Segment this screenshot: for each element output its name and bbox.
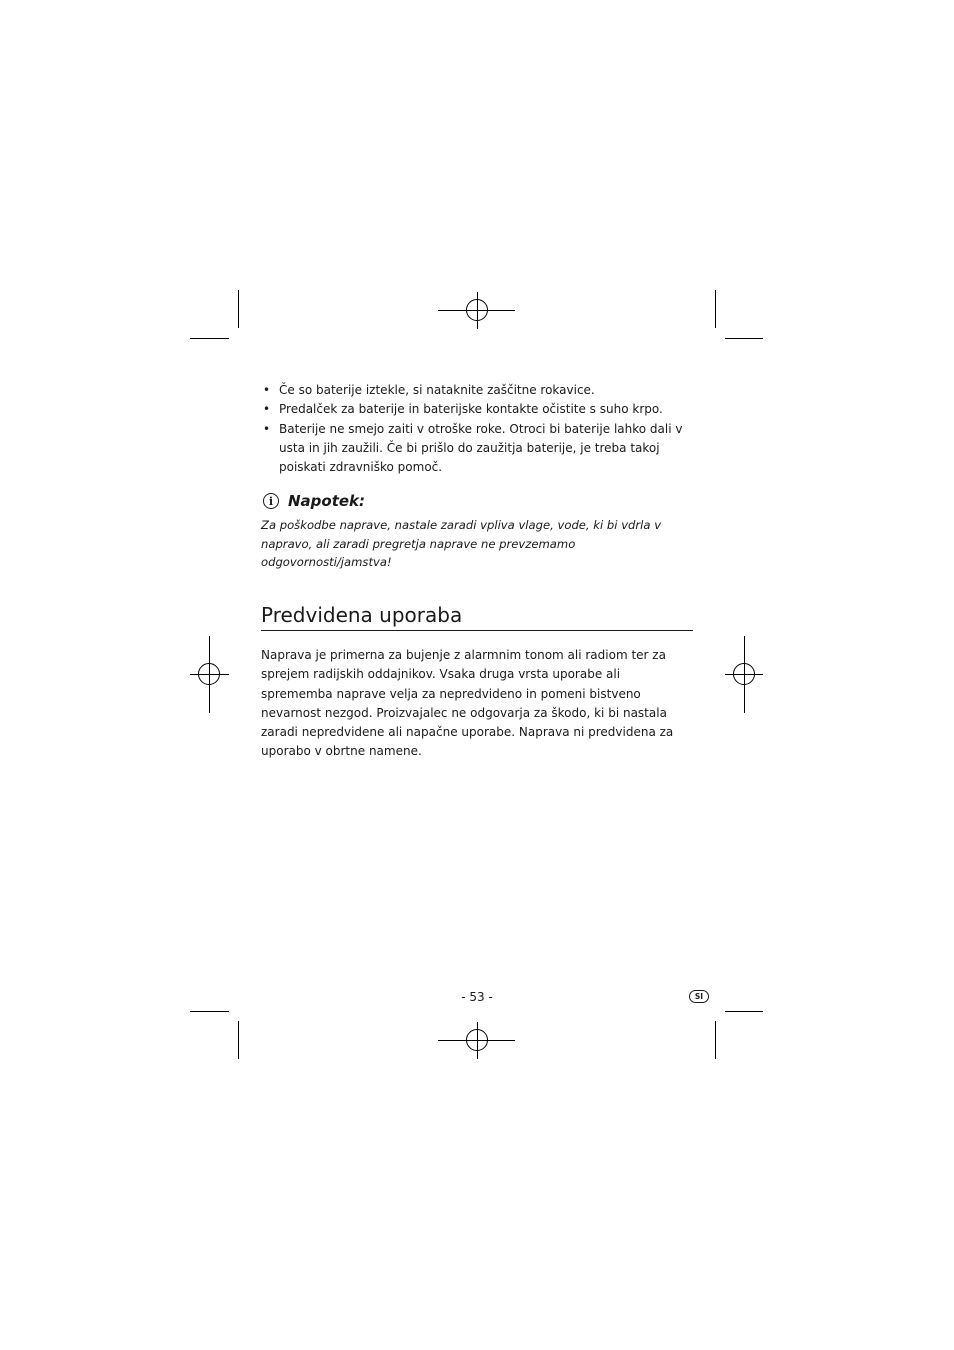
note-text: Za poškodbe naprave, nastale zaradi vpliva vlage, vode, ki bi vdrla v napravo, ali zaradi pregretja naprave ne prevzemamo odgovornosti/jamstva! <box>261 518 662 570</box>
section-paragraph: Naprava je primerna za bujenje z alarmnim tonom ali radiom ter za sprejem radijskih oddajnikov. Vsaka druga vrsta uporabe ali sprememba naprave velja za nepredvideno in pomeni bistveno nevarnost nezgod. Proizvajalec ne odgovarja za škodo, ki bi nastala zaradi nepredvidene ali napačne uporabe. Naprava ni predvidena za uporabo v obrtne namene. <box>261 647 674 759</box>
language-badge: SI <box>689 990 709 1003</box>
bullet-list <box>261 381 693 477</box>
page-content <box>261 381 693 762</box>
section-heading: Predvidena uporaba <box>261 602 693 631</box>
list-item: • Baterije ne smejo zaiti v otroške roke. Otroci bi baterije lahko dali v usta in jih zaužili. Če bi prišlo do zaužitja baterije, je treba takoj poiskati zdravniško pomoč. <box>261 420 693 478</box>
info-icon: i <box>263 493 279 509</box>
page-number: - 53 - <box>461 990 493 1004</box>
list-item: • Če so baterije iztekle, si nataknite zaščitne rokavice. <box>261 381 693 400</box>
note-header <box>261 491 693 511</box>
note-title: Napotek: <box>288 492 366 511</box>
list-item: • Predalček za baterije in baterijske kontakte očistite s suho krpo. <box>261 400 693 419</box>
